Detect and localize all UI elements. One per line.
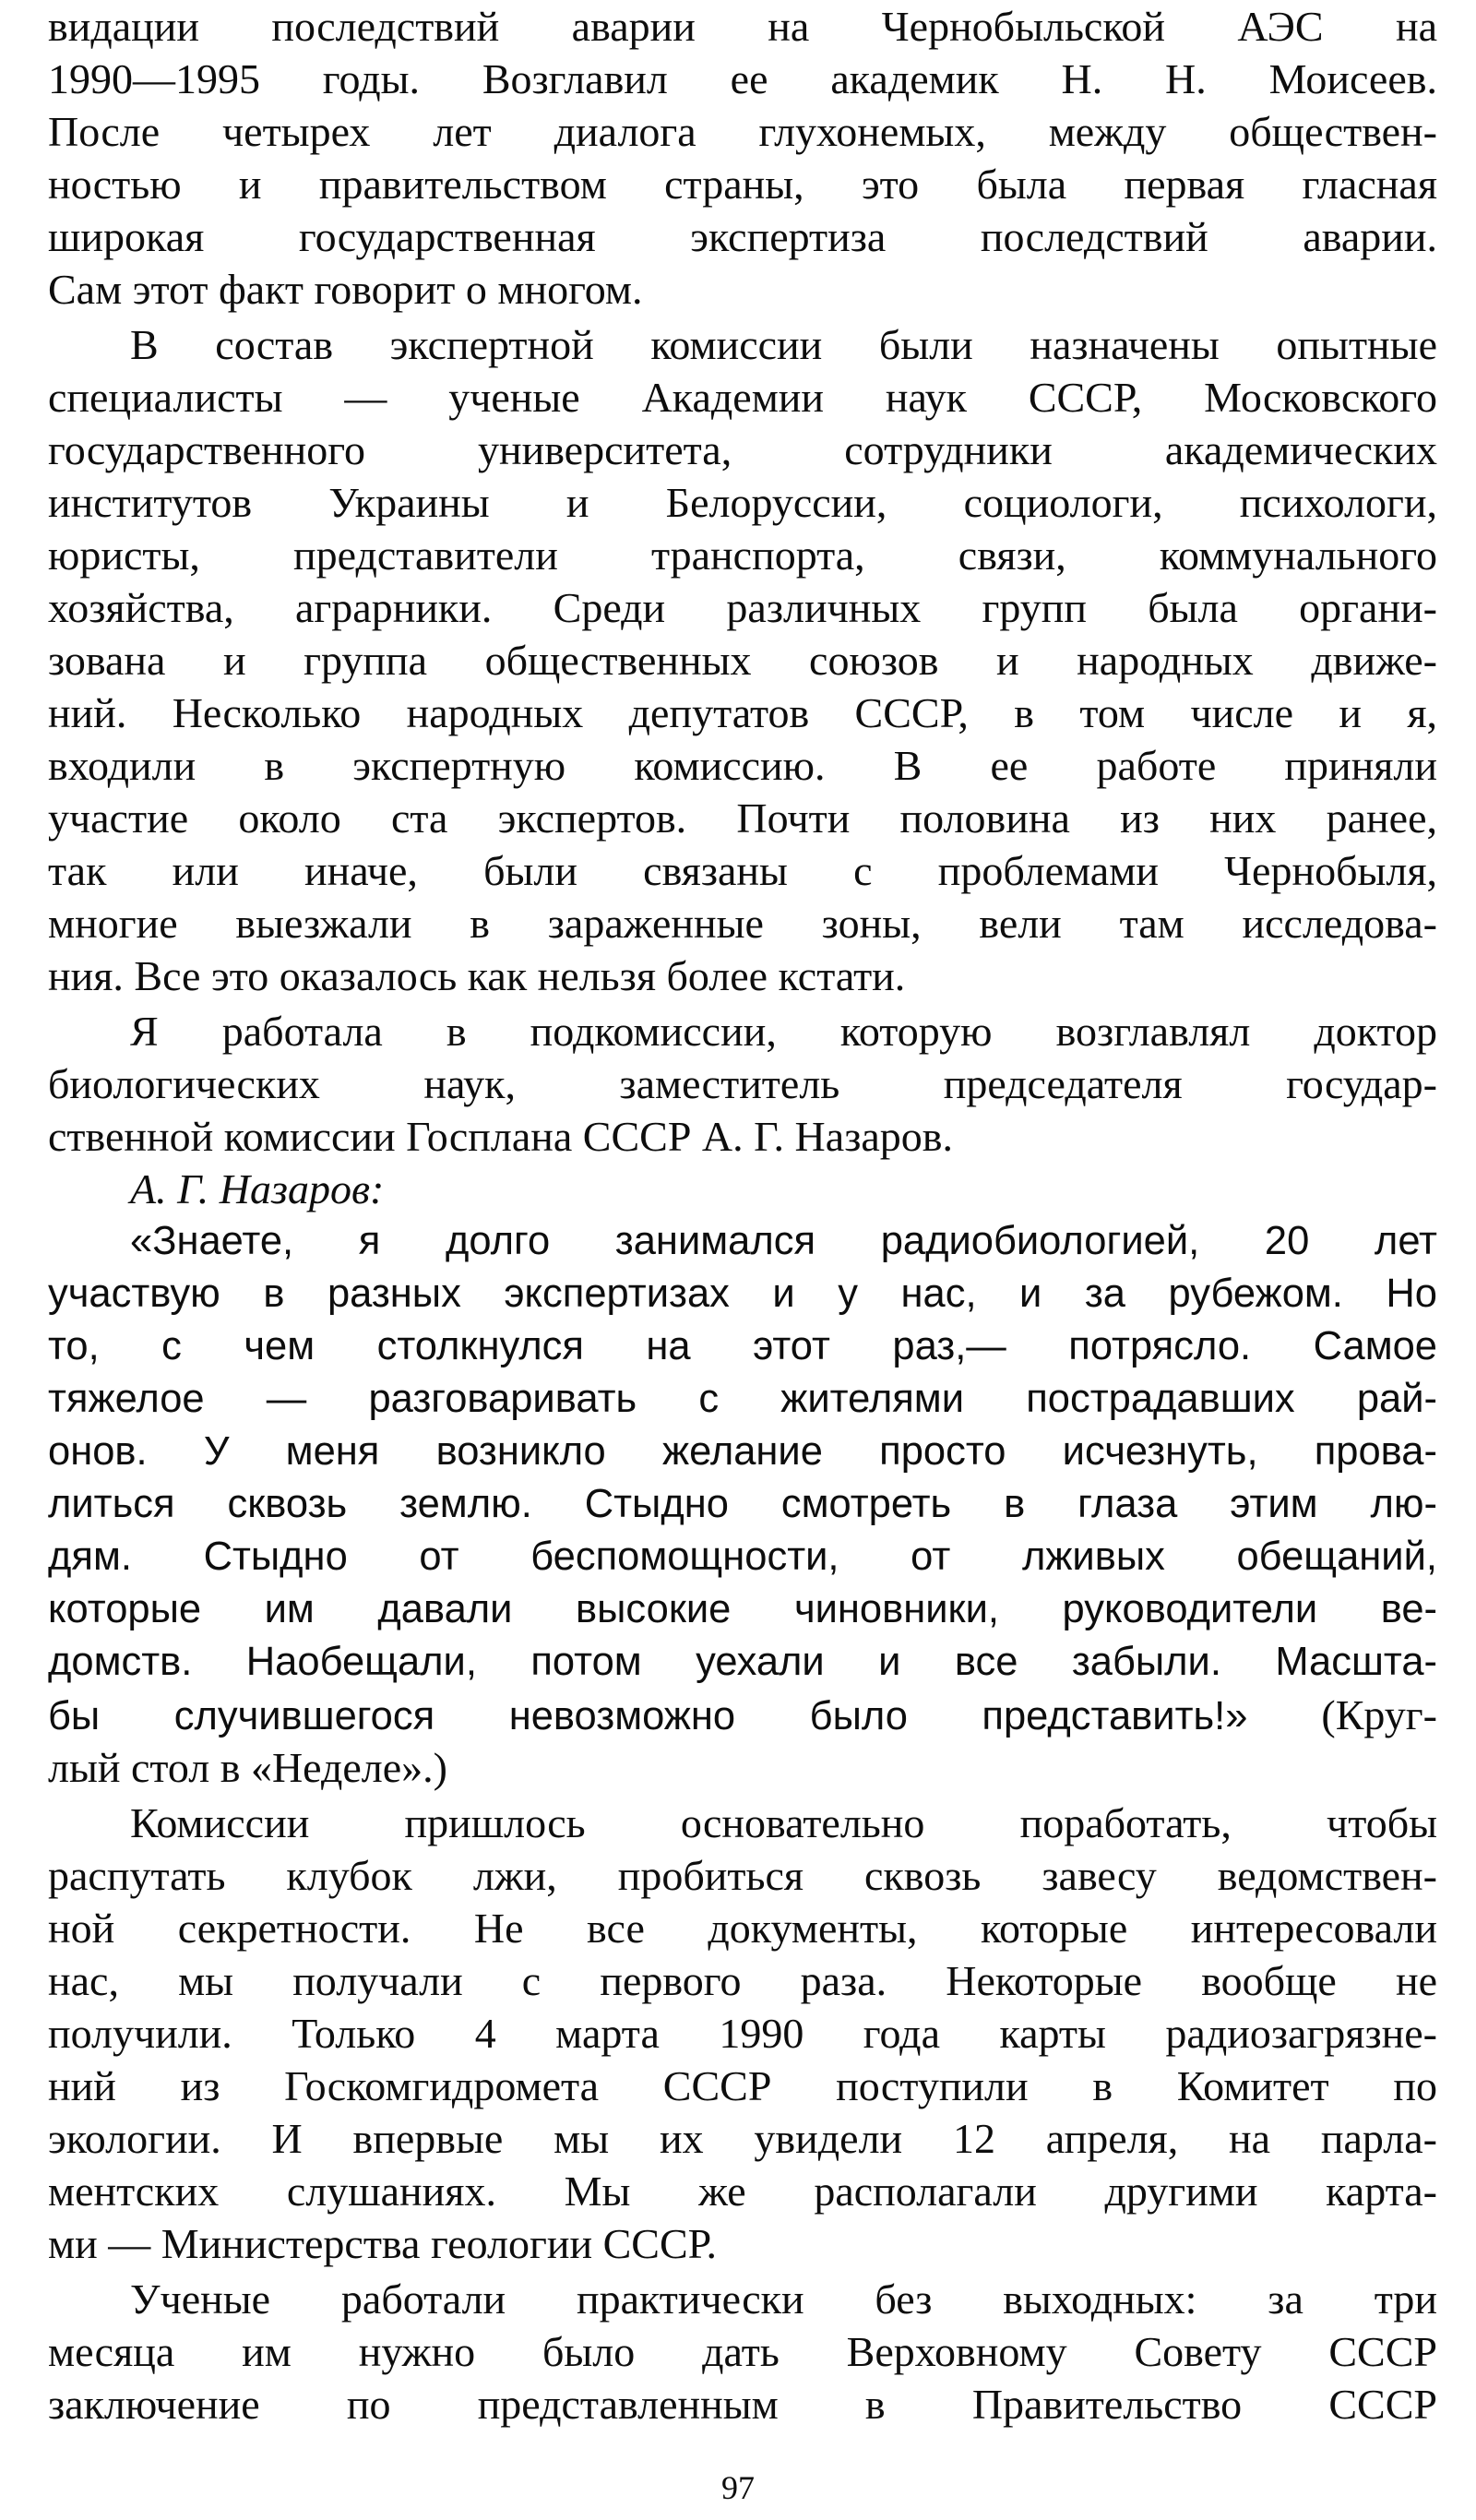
paragraph xyxy=(48,2273,1437,2430)
text-line: ственной комиссии Госплана СССР А. Г. Назаров. xyxy=(48,1113,954,1160)
text-line: распутать клубок лжи, пробиться сквозь завесу ведомствен- xyxy=(48,1852,1437,1899)
text-line: государственного университета, сотрудники академических xyxy=(48,426,1437,473)
text-line: участие около ста экспертов. Почти половина из них ранее, xyxy=(48,794,1437,842)
quote-end: бы случившегося невозможно было представить!» xyxy=(48,1694,1248,1738)
text-line: дям. Стыдно от беспомощности, от лживых обещаний, xyxy=(48,1535,1437,1579)
text-line: домств. Наобещали, потом уехали и все забыли. Масшта- xyxy=(48,1640,1437,1684)
speaker-name xyxy=(48,1163,1437,1215)
text-line: В состав экспертной комиссии были назначены опытные xyxy=(130,321,1437,368)
text-line: Сам этот факт говорит о многом. xyxy=(48,266,643,313)
text-line: ний. Несколько народных депутатов СССР, в том числе и я, xyxy=(48,689,1437,736)
text-line: входили в экспертную комиссию. В ее работе приняли xyxy=(48,742,1437,789)
text-line: онов. У меня возникло желание просто исчезнуть, прова- xyxy=(48,1429,1437,1474)
text-line: ний из Госкомгидромета СССР поступили в Комитет по xyxy=(48,2062,1437,2109)
paragraph xyxy=(48,1005,1437,1163)
text-line: получили. Только 4 марта 1990 года карты радиозагрязне- xyxy=(48,2010,1437,2057)
text-line: После четырех лет диалога глухонемых, между обществен- xyxy=(48,108,1437,155)
text-line: Я работала в подкомиссии, которую возглавлял доктор xyxy=(130,1008,1437,1055)
text-line: юристы, представители транспорта, связи, коммунального xyxy=(48,531,1437,579)
text-line: ния. Все это оказалось как нельзя более кстати. xyxy=(48,952,906,999)
text-line: участвую в разных экспертизах и у нас, и за рубежом. Но xyxy=(48,1272,1437,1316)
text-line: А. Г. Назаров: xyxy=(130,1165,385,1212)
text-line: тяжелое — разговаривать с жителями пострадавших рай- xyxy=(48,1377,1437,1421)
text-line: институтов Украины и Белоруссии, социологи, психологи, xyxy=(48,479,1437,526)
citation-start: (Круг- xyxy=(1247,1691,1437,1738)
text-line: широкая государственная экспертиза последствий аварии. xyxy=(48,213,1437,260)
text-line: то, с чем столкнулся на этот раз,— потрясло. Самое xyxy=(48,1324,1437,1368)
text-line: зована и группа общественных союзов и народных движе- xyxy=(48,637,1437,684)
text-line: месяца им нужно было дать Верховному Совету СССР xyxy=(48,2328,1437,2375)
quote-block xyxy=(48,1215,1437,1794)
text-line: биологических наук, заместитель председателя государ- xyxy=(48,1060,1437,1107)
text-line: экологии. И впервые мы их увидели 12 апреля, на парла- xyxy=(48,2115,1437,2162)
text-line: специалисты — ученые Академии наук СССР, Московского xyxy=(48,374,1437,421)
text-line: «Знаете, я долго занимался радиобиологией, 20 лет xyxy=(130,1219,1437,1263)
text-line: лый стол в «Неделе».) xyxy=(48,1744,448,1791)
text-line: ми — Министерства геологии СССР. xyxy=(48,2220,717,2267)
text-line: литься сквозь землю. Стыдно смотреть в глаза этим лю- xyxy=(48,1482,1437,1526)
text-line: заключение по представленным в Правительство СССР xyxy=(48,2381,1437,2428)
text-line xyxy=(48,1689,1437,1741)
text-line: ностью и правительством страны, это была первая гласная xyxy=(48,161,1437,208)
paragraph xyxy=(48,0,1437,316)
text-line: так или иначе, были связаны с проблемами Чернобыля, xyxy=(48,847,1437,894)
book-page xyxy=(48,0,1437,2430)
text-line: нас, мы получали с первого раза. Некоторые вообще не xyxy=(48,1957,1437,2004)
page-number: 97 xyxy=(721,2469,755,2506)
text-line: многие выезжали в зараженные зоны, вели там исследова- xyxy=(48,900,1437,947)
text-line: которые им давали высокие чиновники, руководители ве- xyxy=(48,1587,1437,1631)
paragraph xyxy=(48,318,1437,1002)
text-line: Комиссии пришлось основательно поработать, чтобы xyxy=(130,1799,1437,1846)
text-line: ной секретности. Не все документы, которые интересовали xyxy=(48,1905,1437,1952)
text-line: видации последствий аварии на Чернобыльской АЭС на xyxy=(48,3,1437,50)
text-line: Ученые работали практически без выходных: за три xyxy=(130,2275,1437,2323)
text-line: ментских слушаниях. Мы же располагали другими карта- xyxy=(48,2168,1437,2215)
paragraph xyxy=(48,1797,1437,2270)
text-line: 1990—1995 годы. Возглавил ее академик Н. Н. Моисеев. xyxy=(48,55,1437,102)
text-line: хозяйства, аграрники. Среди различных групп была органи- xyxy=(48,584,1437,631)
